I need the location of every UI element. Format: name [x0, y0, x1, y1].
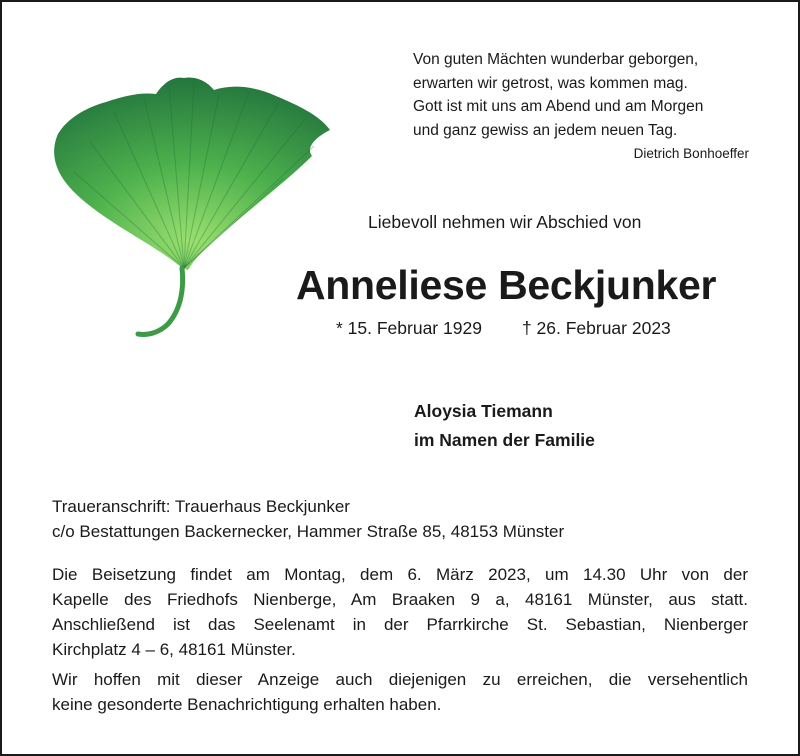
funeral-line: Kirchplatz 4 – 6, 48161 Münster. — [52, 640, 296, 659]
quote-author: Dietrich Bonhoeffer — [633, 146, 749, 161]
death-date: † 26. Februar 2023 — [521, 318, 671, 338]
address-line: Traueranschrift: Trauerhaus Beckjunker — [52, 497, 350, 516]
note-line: Wir hoffen mit dieser Anzeige auch diejenigen zu erreichen, die versehentlich — [52, 670, 748, 689]
quote-line: Von guten Mächten wunderbar geborgen, — [413, 51, 699, 68]
mourning-address — [52, 494, 564, 544]
quote-line: und ganz gewiss an jedem neuen Tag. — [413, 121, 678, 139]
signer-role: im Namen der Familie — [414, 430, 595, 450]
quote-line: Gott ist mit uns am Abend und am Morgen — [413, 98, 704, 115]
funeral-line: Kapelle des Friedhofs Nienberge, Am Braaken 9 a, 48161 Münster, aus statt. — [52, 590, 748, 609]
funeral-line: Anschließend ist das Seelenamt in der Pfarrkirche St. Sebastian, Nienberger — [52, 615, 748, 634]
bonhoeffer-quote — [413, 48, 749, 165]
quote-line: erwarten wir getrost, was kommen mag. — [413, 74, 688, 92]
signer-block — [414, 397, 595, 455]
funeral-details — [52, 562, 748, 662]
signer-name: Aloysia Tiemann — [414, 401, 553, 421]
funeral-line: Die Beisetzung findet am Montag, dem 6. März 2023, um 14.30 Uhr von der — [52, 565, 748, 584]
life-dates — [336, 318, 671, 339]
deceased-name: Anneliese Beckjunker — [296, 262, 717, 308]
notification-note — [52, 667, 748, 717]
farewell-intro: Liebevoll nehmen wir Abschied von — [368, 212, 642, 232]
birth-date: * 15. Februar 1929 — [336, 318, 482, 338]
address-line: c/o Bestattungen Backernecker, Hammer Straße 85, 48153 Münster — [52, 522, 565, 541]
note-line: keine gesonderte Benachrichtigung erhalten haben. — [52, 695, 442, 714]
